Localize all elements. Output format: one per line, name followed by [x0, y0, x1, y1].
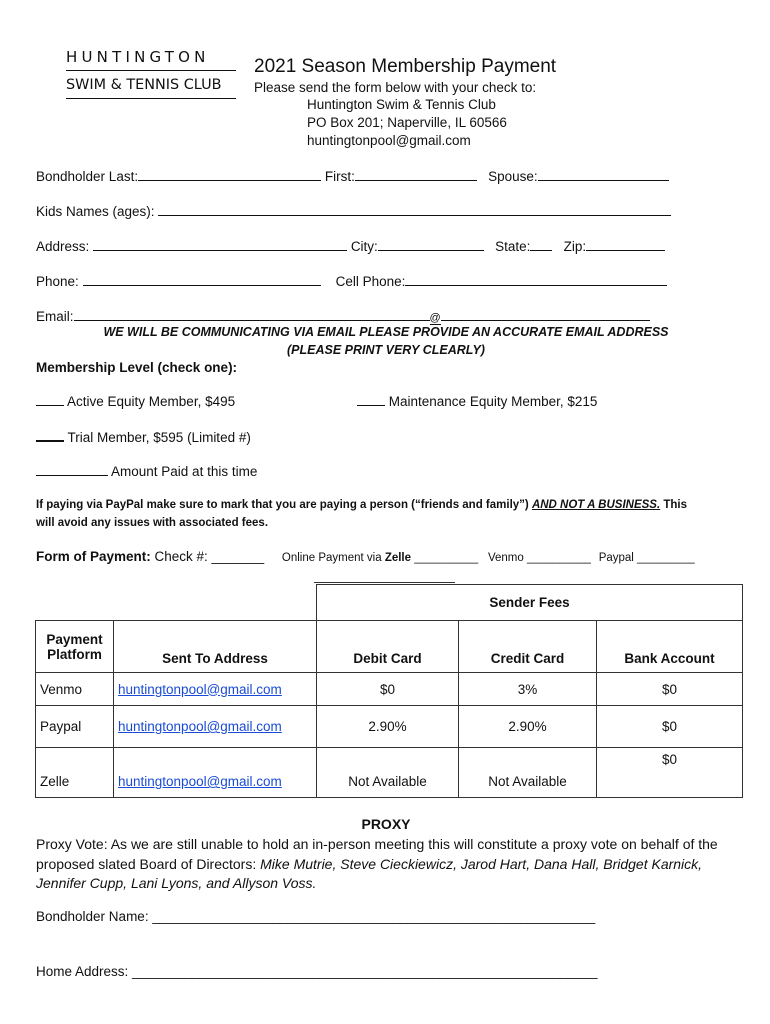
table-row	[36, 706, 743, 748]
paypal-note-text: If paying via PayPal make sure to mark that you are paying a person (“friends and family”)	[36, 499, 532, 511]
col-payment-platform: Payment Platform	[36, 621, 114, 673]
state-label: State:	[495, 239, 531, 254]
address-label: Address:	[36, 239, 90, 254]
payment-form-row	[36, 549, 695, 564]
row-address-link[interactable]: huntingtonpool@gmail.com	[114, 706, 317, 748]
amount-paid-label: Amount Paid at this time	[111, 464, 258, 479]
fees-table	[35, 584, 743, 798]
sender-fees-header: Sender Fees	[317, 585, 743, 621]
zip-field[interactable]	[586, 238, 665, 251]
paypal-note-text-end: This	[660, 499, 687, 511]
table-row	[36, 673, 743, 706]
paypal-note-line-2: will avoid any issues with associated fees.	[36, 517, 269, 529]
phone-label: Phone:	[36, 274, 79, 289]
email-notice: WE WILL BE COMMUNICATING VIA EMAIL PLEASE PROVIDE AN ACCURATE EMAIL ADDRESS	[103, 325, 669, 339]
home-address-field[interactable]: Home Address: ______________________________________________________________	[36, 964, 598, 979]
trial-label: Trial Member, $595 (Limited #)	[67, 430, 251, 445]
zelle-field[interactable]: __________	[411, 552, 479, 564]
table-top-rule	[314, 582, 455, 583]
maintenance-label: Maintenance Equity Member, $215	[388, 394, 598, 409]
mail-address-line-3: huntingtonpool@gmail.com	[307, 133, 471, 148]
city-label: City:	[350, 239, 378, 254]
page-title: 2021 Season Membership Payment	[254, 56, 557, 77]
row-debit: $0	[317, 673, 459, 706]
row-bank: $0	[597, 706, 743, 748]
row-debit: Not Available	[317, 748, 459, 798]
email-domain-field[interactable]	[441, 308, 650, 321]
club-logo-subtitle: SWIM & TENNIS CLUB	[66, 77, 222, 93]
phone-row	[36, 273, 667, 289]
bondholder-last-field[interactable]	[138, 168, 321, 181]
row-credit: 3%	[459, 673, 597, 706]
email-label: Email:	[36, 309, 74, 324]
proxy-text	[36, 835, 736, 894]
paypal-note-emphasis: AND NOT A BUSINESS.	[531, 499, 661, 511]
fees-group-header-row	[36, 585, 743, 621]
row-bank: $0	[597, 748, 743, 798]
amount-paid-row	[36, 463, 257, 479]
kids-field[interactable]	[158, 203, 671, 216]
zip-label: Zip:	[563, 239, 587, 254]
phone-field[interactable]	[83, 273, 321, 286]
spouse-field[interactable]	[538, 168, 669, 181]
kids-row	[36, 203, 671, 219]
membership-option-maintenance	[357, 393, 597, 409]
col-debit-card: Debit Card	[317, 621, 459, 673]
zelle-label: Zelle	[384, 552, 412, 564]
logo-rule-top	[66, 70, 236, 71]
mail-address-line-1: Huntington Swim & Tennis Club	[307, 97, 496, 112]
online-payment-label: Online Payment via	[281, 552, 385, 564]
bondholder-name-field[interactable]: Bondholder Name: ___________________________________________________________	[36, 909, 596, 924]
check-number-field[interactable]: Check #: _______	[154, 549, 265, 564]
bondholder-name-row	[36, 168, 669, 184]
row-address-link[interactable]: huntingtonpool@gmail.com	[114, 748, 317, 798]
first-label: First:	[324, 169, 355, 184]
email-user-field[interactable]	[74, 308, 430, 321]
row-address-link[interactable]: huntingtonpool@gmail.com	[114, 673, 317, 706]
row-platform: Paypal	[36, 706, 114, 748]
membership-option-active	[36, 393, 235, 409]
table-row	[36, 748, 743, 798]
col-bank-account: Bank Account	[597, 621, 743, 673]
active-check-field[interactable]	[36, 393, 64, 406]
membership-option-trial	[36, 428, 251, 445]
paypal-note	[36, 499, 687, 511]
logo-rule-bottom	[66, 98, 236, 99]
bondholder-last-label: Bondholder Last:	[36, 169, 139, 184]
membership-heading: Membership Level (check one):	[36, 360, 238, 375]
col-credit-card: Credit Card	[459, 621, 597, 673]
active-label: Active Equity Member, $495	[67, 394, 236, 409]
row-debit: 2.90%	[317, 706, 459, 748]
club-logo-name: HUNTINGTON	[66, 48, 210, 66]
payment-form-label: Form of Payment:	[36, 549, 151, 564]
email-row	[36, 308, 650, 325]
mail-address-line-2: PO Box 201; Naperville, IL 60566	[307, 115, 507, 130]
cell-phone-field[interactable]	[405, 273, 667, 286]
send-instruction: Please send the form below with your check to:	[254, 80, 537, 95]
state-field[interactable]	[530, 238, 552, 251]
proxy-board-names: Mike Mutrie, Steve Cieckiewicz, Jarod Hart, Dana Hall, Bridget Karnick, Jennifer Cupp, Lani Lyons, and Allyson Voss.	[36, 855, 703, 891]
row-credit: Not Available	[459, 748, 597, 798]
maintenance-check-field[interactable]	[357, 393, 385, 406]
city-field[interactable]	[378, 238, 484, 251]
proxy-body: Proxy Vote: As we are still unable to hold an in-person meeting this will constitute a proxy vote on behalf of the proposed slated Board of Directors:	[36, 836, 718, 872]
trial-check-field[interactable]	[36, 428, 64, 442]
kids-label: Kids Names (ages):	[36, 204, 155, 219]
row-platform: Venmo	[36, 673, 114, 706]
spouse-label: Spouse:	[488, 169, 538, 184]
amount-paid-field[interactable]	[36, 463, 108, 476]
email-at-sign: @	[429, 312, 441, 324]
address-row	[36, 238, 665, 254]
paypal-field[interactable]: Paypal _________	[598, 552, 695, 564]
col-sent-to-address: Sent To Address	[114, 621, 317, 673]
row-credit: 2.90%	[459, 706, 597, 748]
proxy-heading: PROXY	[361, 816, 411, 832]
row-bank: $0	[597, 673, 743, 706]
venmo-field[interactable]: Venmo __________	[487, 552, 591, 564]
fees-column-header-row	[36, 621, 743, 673]
cell-phone-label: Cell Phone:	[335, 274, 406, 289]
email-notice-print: (PLEASE PRINT VERY CLEARLY)	[287, 343, 485, 357]
first-name-field[interactable]	[355, 168, 477, 181]
address-field[interactable]	[93, 238, 347, 251]
row-platform: Zelle	[36, 748, 114, 798]
